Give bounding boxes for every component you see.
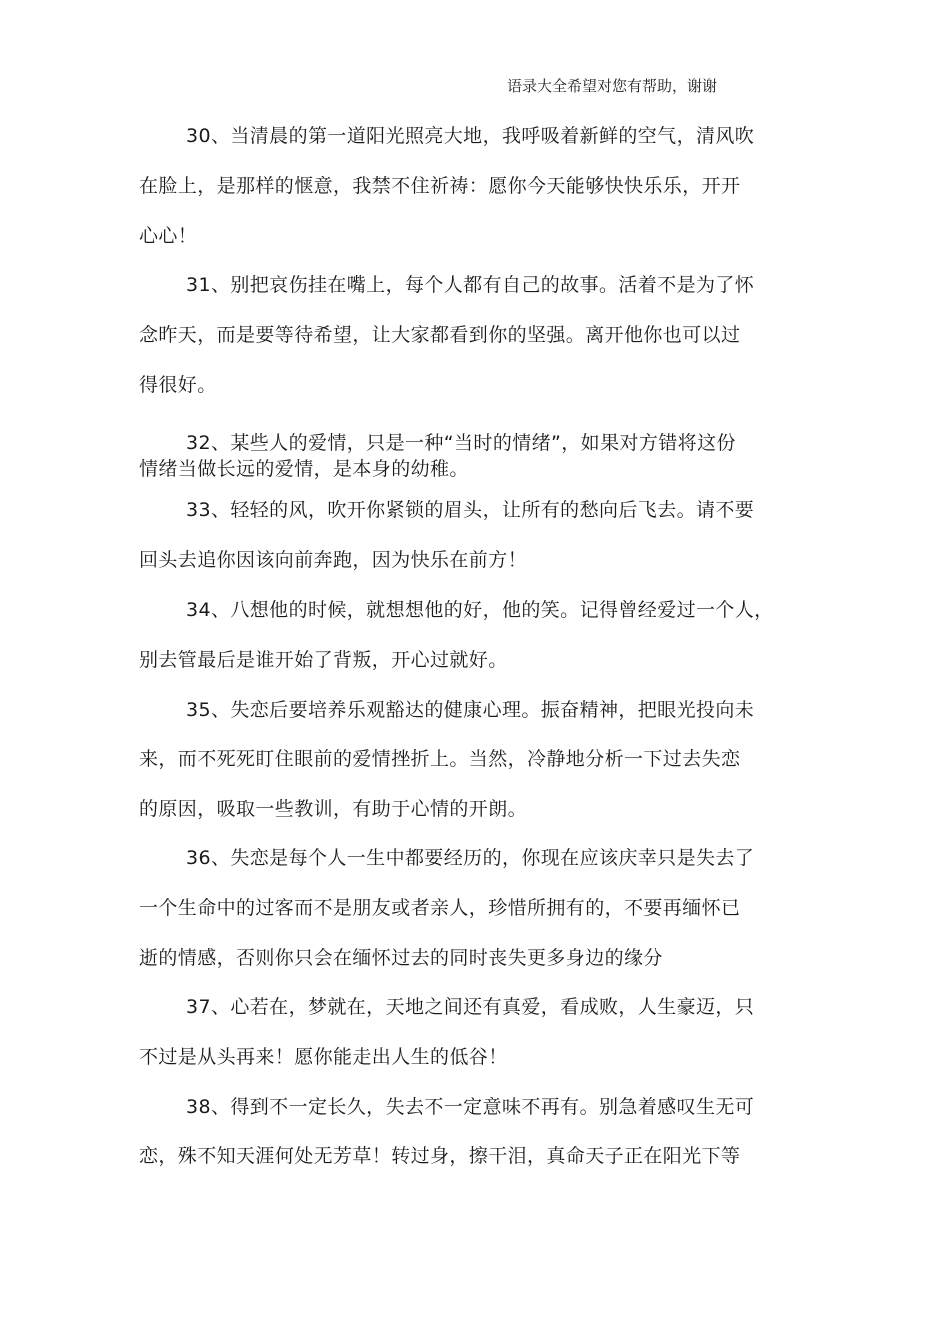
paragraph-30-line-1: 30、当清晨的第一道阳光照亮大地，我呼吸着新鲜的空气，清风吹 (186, 125, 755, 147)
paragraph-33-line-1: 33、轻轻的风，吹开你紧锁的眉头，让所有的愁向后飞去。请不要 (186, 499, 755, 521)
paragraph-32-line-1: 32、某些人的爱情，只是一种“当时的情绪”，如果对方错将这份 (186, 432, 736, 454)
header-note: 语录大全希望对您有帮助，谢谢 (507, 77, 718, 95)
paragraph-31-line-3: 得很好。 (139, 374, 217, 396)
paragraph-34-line-2: 别去管最后是谁开始了背叛，开心过就好。 (139, 649, 508, 671)
paragraph-36-line-3: 逝的情感，否则你只会在缅怀过去的同时丧失更多身边的缘分 (139, 947, 663, 969)
paragraph-33-line-2: 回头去追你因该向前奔跑，因为快乐在前方！ (139, 549, 528, 571)
paragraph-31-line-2: 念昨天，而是要等待希望，让大家都看到你的坚强。离开他你也可以过 (139, 324, 741, 346)
paragraph-35-line-3: 的原因，吸取一些教训，有助于心情的开朗。 (139, 798, 528, 820)
paragraph-34-line-1: 34、八想他的时候，就想想他的好，他的笑。记得曾经爱过一个人， (186, 599, 774, 621)
paragraph-35-line-1: 35、失恋后要培养乐观豁达的健康心理。振奋精神，把眼光投向未 (186, 699, 755, 721)
paragraph-37-line-1: 37、心若在，梦就在，天地之间还有真爱，看成败，人生豪迈，只 (186, 996, 755, 1018)
paragraph-38-line-1: 38、得到不一定长久，失去不一定意味不再有。别急着感叹生无可 (186, 1096, 755, 1118)
paragraph-36-line-2: 一个生命中的过客而不是朋友或者亲人，珍惜所拥有的，不要再缅怀已 (139, 897, 741, 919)
paragraph-36-line-1: 36、失恋是每个人一生中都要经历的，你现在应该庆幸只是失去了 (186, 847, 755, 869)
paragraph-37-line-2: 不过是从头再来！愿你能走出人生的低谷！ (139, 1046, 508, 1068)
paragraph-32-line-2: 情绪当做长远的爱情，是本身的幼稚。 (139, 458, 469, 480)
paragraph-30-line-3: 心心！ (139, 225, 198, 247)
paragraph-31-line-1: 31、别把哀伤挂在嘴上，每个人都有自己的故事。活着不是为了怀 (186, 274, 755, 296)
paragraph-35-line-2: 来，而不死死盯住眼前的爱情挫折上。当然，冷静地分析一下过去失恋 (139, 748, 741, 770)
paragraph-38-line-2: 恋，殊不知天涯何处无芳草！转过身，擦干泪，真命天子正在阳光下等 (139, 1145, 741, 1167)
paragraph-30-line-2: 在脸上，是那样的惬意，我禁不住祈祷：愿你今天能够快快乐乐，开开 (139, 175, 741, 197)
